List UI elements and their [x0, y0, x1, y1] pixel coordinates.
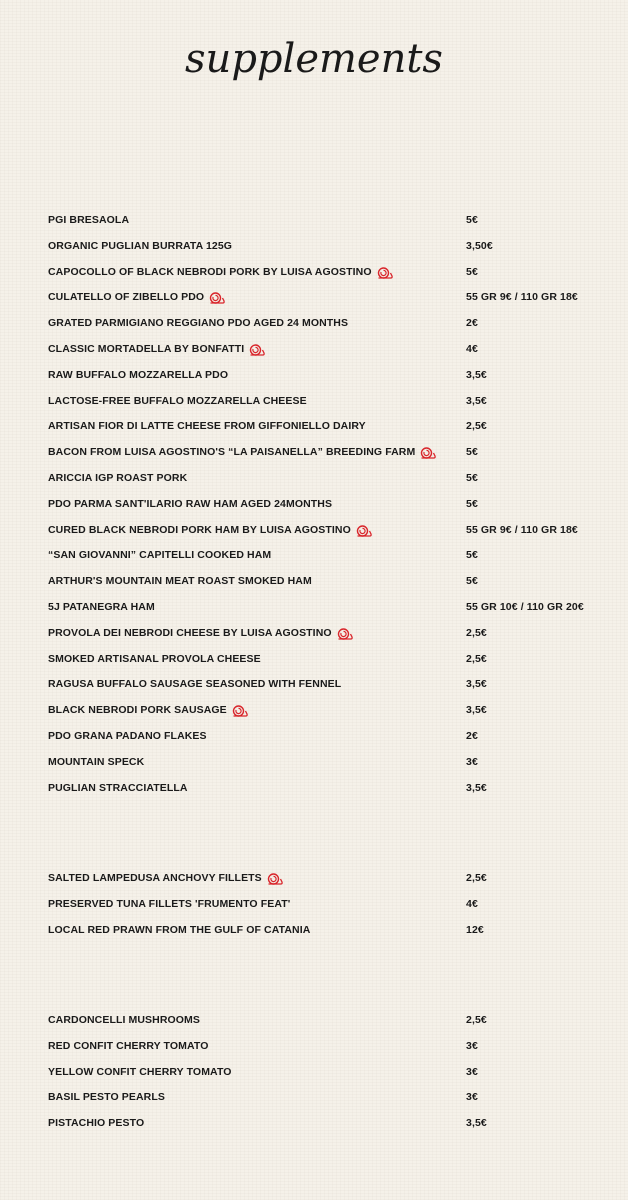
menu-item-name-text: SALTED LAMPEDUSA ANCHOVY FILLETS	[48, 872, 262, 884]
menu-item-name-text: CULATELLO OF ZIBELLO PDO	[48, 291, 205, 304]
menu-item	[48, 210, 608, 230]
menu-item-price: 3€	[466, 1065, 478, 1078]
menu-item	[48, 520, 608, 540]
menu-item-price: 2€	[466, 730, 478, 742]
menu-item-name	[48, 700, 248, 720]
menu-item-name	[48, 210, 129, 230]
menu-item	[48, 339, 608, 359]
menu-item	[48, 700, 608, 720]
menu-item-name	[48, 1036, 209, 1056]
menu-item	[48, 1087, 608, 1107]
menu-item	[48, 649, 608, 669]
menu-item-name	[48, 545, 271, 565]
menu-item-price: 55 GR 9€ / 110 GR 18€	[466, 523, 578, 536]
menu-item-name-text: BACON FROM LUISA AGOSTINO'S “LA PAISANELLA” BREEDING FARM	[48, 446, 416, 459]
menu-item-name	[48, 674, 341, 694]
menu-item	[48, 1036, 608, 1056]
snail-icon	[356, 524, 372, 536]
menu-item-name	[48, 391, 307, 411]
menu-item-name	[48, 365, 228, 385]
menu-item-name-text: CAPOCOLLO OF BLACK NEBRODI PORK BY LUISA AGOSTINO	[48, 265, 372, 278]
menu-item-price: 3,5€	[466, 781, 487, 794]
snail-icon	[377, 266, 393, 278]
menu-item-name	[48, 236, 232, 256]
menu-item-name	[48, 752, 144, 772]
menu-item-name-text: BLACK NEBRODI PORK SAUSAGE	[48, 704, 227, 717]
menu-item-name-text: PROVOLA DEI NEBRODI CHEESE BY LUISA AGOSTINO	[48, 626, 332, 639]
menu-item-name-text: PDO GRANA PADANO FLAKES	[48, 730, 207, 742]
menu-item-price: 3,5€	[466, 394, 487, 407]
menu-item-name-text: PGI BRESAOLA	[48, 214, 130, 226]
menu-item	[48, 726, 608, 746]
menu-item-price: 2,5€	[466, 652, 487, 665]
menu-item-name-text: ARTISAN FIOR DI LATTE CHEESE FROM GIFFONIELLO DAIRY	[48, 420, 366, 433]
menu-item	[48, 1010, 608, 1030]
menu-item-name	[48, 623, 353, 643]
menu-item-name-text: RAW BUFFALO MOZZARELLA PDO	[48, 368, 229, 381]
menu-item-name	[48, 920, 310, 940]
menu-item-price: 5€	[466, 214, 478, 226]
menu-item	[48, 468, 608, 488]
menu-item-price: 4€	[466, 343, 478, 355]
menu-item-name	[48, 313, 348, 333]
menu-item-name-text: PUGLIAN STRACCIATELLA	[48, 781, 188, 794]
menu-item-price: 2,5€	[466, 872, 487, 884]
menu-item-name	[48, 1113, 144, 1133]
menu-item	[48, 778, 608, 798]
menu-item-name-text: 5J PATANEGRA HAM	[48, 601, 155, 613]
menu-item-price: 3,5€	[466, 678, 487, 691]
menu-item-price: 5€	[466, 575, 478, 588]
menu-item	[48, 752, 608, 772]
menu-item-name	[48, 894, 290, 914]
snail-icon	[337, 627, 353, 639]
menu-item-name	[48, 597, 155, 617]
menu-item-price: 3€	[466, 1039, 478, 1052]
menu-item-price: 2,5€	[466, 1014, 487, 1026]
menu-item-price: 3,50€	[466, 239, 493, 252]
menu-item	[48, 571, 608, 591]
menu-item-name-text: YELLOW CONFIT CHERRY TOMATO	[48, 1065, 232, 1078]
menu-item-price: 3,5€	[466, 368, 487, 381]
menu-item	[48, 236, 608, 256]
menu-item-name	[48, 726, 207, 746]
menu-item-name	[48, 494, 332, 514]
snail-icon	[209, 291, 225, 303]
menu-item-name	[48, 520, 372, 540]
menu-item-name-text: LACTOSE-FREE BUFFALO MOZZARELLA CHEESE	[48, 394, 307, 407]
menu-item	[48, 416, 608, 436]
menu-item	[48, 868, 608, 888]
menu-item	[48, 287, 608, 307]
menu-item-name	[48, 1087, 165, 1107]
menu-item-name-text: CURED BLACK NEBRODI PORK HAM BY LUISA AGOSTINO	[48, 523, 351, 536]
menu-item	[48, 597, 608, 617]
menu-item-name-text: RAGUSA BUFFALO SAUSAGE SEASONED WITH FENNEL	[48, 678, 342, 691]
menu-item	[48, 1062, 608, 1082]
menu-item	[48, 674, 608, 694]
menu-item-name-text: MOUNTAIN SPECK	[48, 755, 145, 768]
menu-item-name	[48, 339, 265, 359]
snail-icon	[232, 704, 248, 716]
menu-item	[48, 391, 608, 411]
menu-item-price: 55 GR 10€ / 110 GR 20€	[466, 601, 584, 613]
menu-item-name-text: LOCAL RED PRAWN FROM THE GULF OF CATANIA	[48, 923, 311, 936]
menu-item-name	[48, 1010, 200, 1030]
menu-item-name	[48, 287, 225, 307]
menu-item-name-text: ORGANIC PUGLIAN BURRATA 125G	[48, 239, 233, 252]
menu-item-name-text: RED CONFIT CHERRY TOMATO	[48, 1039, 209, 1052]
menu-item-name-text: PISTACHIO PESTO	[48, 1117, 145, 1130]
menu-item-price: 2,5€	[466, 420, 487, 433]
snail-icon	[420, 446, 436, 458]
menu-item-price: 2€	[466, 317, 478, 330]
menu-item-name-text: ARICCIA IGP ROAST PORK	[48, 472, 188, 484]
menu-item-name-text: ARTHUR'S MOUNTAIN MEAT ROAST SMOKED HAM	[48, 575, 312, 588]
menu-item-name	[48, 778, 188, 798]
menu-item	[48, 313, 608, 333]
menu-item-name	[48, 868, 283, 888]
page-title	[0, 30, 628, 90]
menu-item	[48, 494, 608, 514]
menu-item-name	[48, 649, 261, 669]
menu-item	[48, 545, 608, 565]
menu-item-price: 5€	[466, 472, 478, 484]
menu-item-price: 3€	[466, 1091, 478, 1104]
menu-item-price: 55 GR 9€ / 110 GR 18€	[466, 291, 578, 304]
menu-item-name-text: “SAN GIOVANNI” CAPITELLI COOKED HAM	[48, 549, 272, 562]
menu-item-price: 5€	[466, 497, 478, 510]
menu-item	[48, 442, 608, 462]
menu-item-price: 5€	[466, 549, 478, 562]
menu-item	[48, 365, 608, 385]
menu-item-price: 3,5€	[466, 704, 487, 717]
menu-item	[48, 1113, 608, 1133]
menu-item-price: 4€	[466, 897, 478, 910]
menu-item-name	[48, 442, 436, 462]
menu-item	[48, 894, 608, 914]
menu-item-name-text: CLASSIC MORTADELLA BY BONFATTI	[48, 343, 245, 355]
menu-item-name-text: PRESERVED TUNA FILLETS 'FRUMENTO FEAT'	[48, 897, 291, 910]
snail-icon	[249, 343, 265, 355]
page-title-text: supplements	[185, 36, 443, 82]
menu-item-price: 5€	[466, 265, 478, 278]
menu-item-name	[48, 262, 393, 282]
menu-item-name-text: CARDONCELLI MUSHROOMS	[48, 1014, 201, 1026]
snail-icon	[267, 872, 283, 884]
menu-item-name	[48, 1062, 232, 1082]
menu-item-price: 12€	[466, 923, 484, 936]
menu-item-price: 3,5€	[466, 1117, 487, 1130]
menu-item-name-text: BASIL PESTO PEARLS	[48, 1091, 165, 1104]
menu-item	[48, 920, 608, 940]
menu-item	[48, 623, 608, 643]
menu-item-price: 3€	[466, 755, 478, 768]
menu-item-name-text: GRATED PARMIGIANO REGGIANO PDO AGED 24 MONTHS	[48, 317, 349, 330]
menu-item-name	[48, 571, 312, 591]
menu-item	[48, 262, 608, 282]
menu-item-price: 5€	[466, 446, 478, 459]
menu-item-price: 2,5€	[466, 626, 487, 639]
menu-item-name	[48, 416, 366, 436]
menu-item-name	[48, 468, 187, 488]
menu-item-name-text: SMOKED ARTISANAL PROVOLA CHEESE	[48, 652, 261, 665]
menu-item-name-text: PDO PARMA SANT'ILARIO RAW HAM AGED 24MONTHS	[48, 497, 333, 510]
